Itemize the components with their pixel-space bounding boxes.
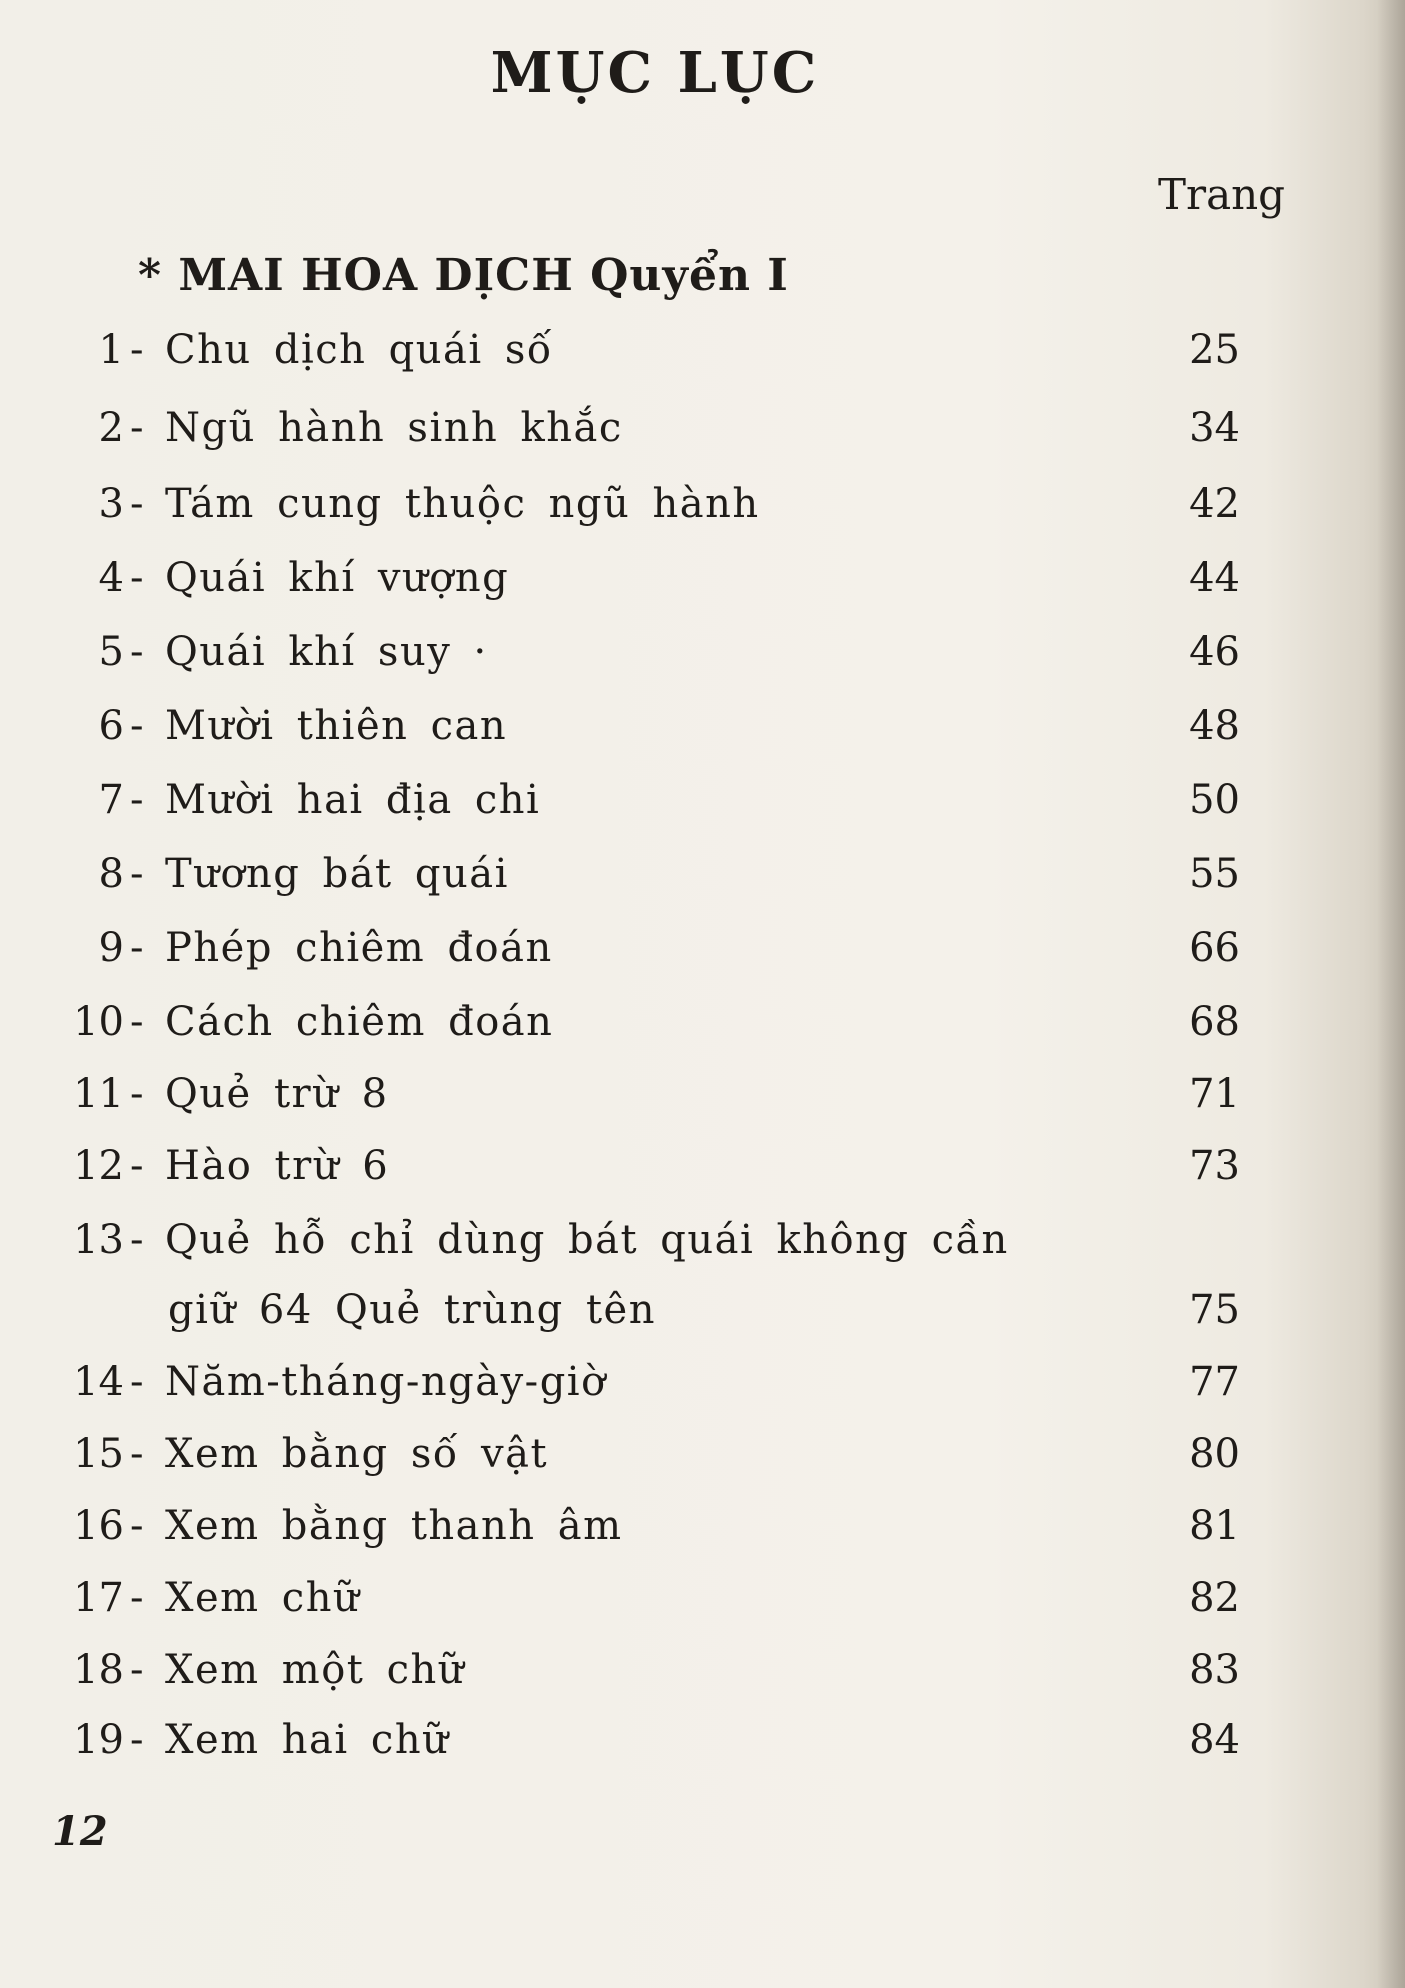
toc-entry: [0, 320, 1310, 380]
entry-dash: -: [130, 851, 144, 897]
entry-number: 15: [73, 1431, 124, 1477]
entry-page: 42: [1189, 481, 1240, 527]
entry-title: Chu dịch quái số: [165, 327, 553, 373]
entry-number: 16: [73, 1503, 124, 1549]
entry-page: 73: [1189, 1143, 1240, 1189]
entry-page: 55: [1189, 851, 1240, 897]
toc-entry: [0, 1136, 1310, 1196]
entry-number: 13: [73, 1217, 124, 1263]
entry-page: 80: [1189, 1431, 1240, 1477]
entry-page: 82: [1189, 1575, 1240, 1621]
entry-dash: -: [130, 1071, 144, 1117]
toc-entry: [0, 398, 1310, 458]
entry-dash: -: [130, 1575, 144, 1621]
entry-title: Xem bằng số vật: [165, 1431, 549, 1477]
toc-entry: [0, 918, 1310, 978]
entry-page: 46: [1189, 629, 1240, 675]
toc-entry: [0, 622, 1310, 682]
toc-entry: [0, 844, 1310, 904]
entry-title: Năm-tháng-ngày-giờ: [165, 1359, 607, 1405]
entry-page: 84: [1189, 1717, 1240, 1763]
entry-page: 50: [1189, 777, 1240, 823]
entry-dash: -: [130, 1647, 144, 1693]
entry-page: 68: [1189, 999, 1240, 1045]
entry-title: Mười hai địa chi: [165, 777, 541, 823]
entry-title: Quẻ hỗ chỉ dùng bát quái không cần: [165, 1217, 1009, 1263]
entry-number: 6: [98, 703, 124, 749]
entry-title: Tương bát quái: [165, 851, 509, 897]
entry-dash: -: [130, 1143, 144, 1189]
toc-entry: [0, 1210, 1310, 1270]
entry-number: 17: [73, 1575, 124, 1621]
toc-entry: [0, 1640, 1310, 1700]
entry-page: 34: [1189, 405, 1240, 451]
entry-number: 1: [98, 327, 124, 373]
toc-entry: [0, 992, 1310, 1052]
entry-dash: -: [130, 1503, 144, 1549]
entry-dash: -: [130, 777, 144, 823]
entry-dash: -: [130, 629, 144, 675]
entry-title: Quái khí suy ·: [165, 629, 488, 675]
toc-entry: [0, 696, 1310, 756]
entry-page: 44: [1189, 555, 1240, 601]
entry-title: Ngũ hành sinh khắc: [165, 405, 623, 451]
entry-dash: -: [130, 1359, 144, 1405]
entry-dash: -: [130, 925, 144, 971]
toc-entry: [0, 548, 1310, 608]
page-number: 12: [52, 1808, 108, 1855]
toc-entry: [0, 1064, 1310, 1124]
entry-title: Tám cung thuộc ngũ hành: [165, 481, 760, 527]
page-column-label: Trang: [1158, 170, 1286, 219]
entry-dash: -: [130, 481, 144, 527]
entry-title: Hào trừ 6: [165, 1143, 390, 1189]
entry-page: 77: [1189, 1359, 1240, 1405]
entry-number: 19: [73, 1717, 124, 1763]
section-heading: * MAI HOA DỊCH Quyển I: [138, 250, 789, 301]
entry-number: 2: [98, 405, 124, 451]
entry-page: 48: [1189, 703, 1240, 749]
entry-number: 10: [73, 999, 124, 1045]
toc-entry: [0, 770, 1310, 830]
entry-number: 3: [98, 481, 124, 527]
entry-number: 5: [98, 629, 124, 675]
entry-dash: -: [130, 999, 144, 1045]
entry-number: 7: [98, 777, 124, 823]
entry-number: 11: [73, 1071, 124, 1117]
entry-title: Phép chiêm đoán: [165, 925, 553, 971]
entry-dash: -: [130, 555, 144, 601]
entry-title: Mười thiên can: [165, 703, 508, 749]
entry-number: 14: [73, 1359, 124, 1405]
toc-entry: [0, 1352, 1310, 1412]
entry-number: 9: [98, 925, 124, 971]
entry-page: 75: [1189, 1287, 1240, 1333]
entry-page: 71: [1189, 1071, 1240, 1117]
toc-entry-continuation: [0, 1280, 1310, 1340]
entry-title: Xem chữ: [165, 1575, 361, 1621]
toc-entry: [0, 1496, 1310, 1556]
entry-number: 8: [98, 851, 124, 897]
entry-title: Quẻ trừ 8: [165, 1071, 389, 1117]
entry-number: 12: [73, 1143, 124, 1189]
entry-dash: -: [130, 405, 144, 451]
entry-title-continuation: giữ 64 Quẻ trùng tên: [168, 1287, 656, 1333]
entry-title: Xem bằng thanh âm: [165, 1503, 623, 1549]
entry-page: 25: [1189, 327, 1240, 373]
entry-page: 66: [1189, 925, 1240, 971]
entry-dash: -: [130, 327, 144, 373]
entry-title: Xem hai chữ: [165, 1717, 450, 1763]
toc-entry: [0, 1710, 1310, 1770]
page-title: MỤC LỤC: [490, 40, 820, 106]
entry-dash: -: [130, 1431, 144, 1477]
entry-page: 83: [1189, 1647, 1240, 1693]
toc-entry: [0, 1568, 1310, 1628]
entry-page: 81: [1189, 1503, 1240, 1549]
entry-number: 18: [73, 1647, 124, 1693]
toc-entry: [0, 1424, 1310, 1484]
entry-dash: -: [130, 1217, 144, 1263]
entry-title: Cách chiêm đoán: [165, 999, 554, 1045]
entry-number: 4: [98, 555, 124, 601]
entry-title: Quái khí vượng: [165, 555, 510, 601]
entry-dash: -: [130, 1717, 144, 1763]
entry-title: Xem một chữ: [165, 1647, 466, 1693]
toc-entry: [0, 474, 1310, 534]
entry-dash: -: [130, 703, 144, 749]
